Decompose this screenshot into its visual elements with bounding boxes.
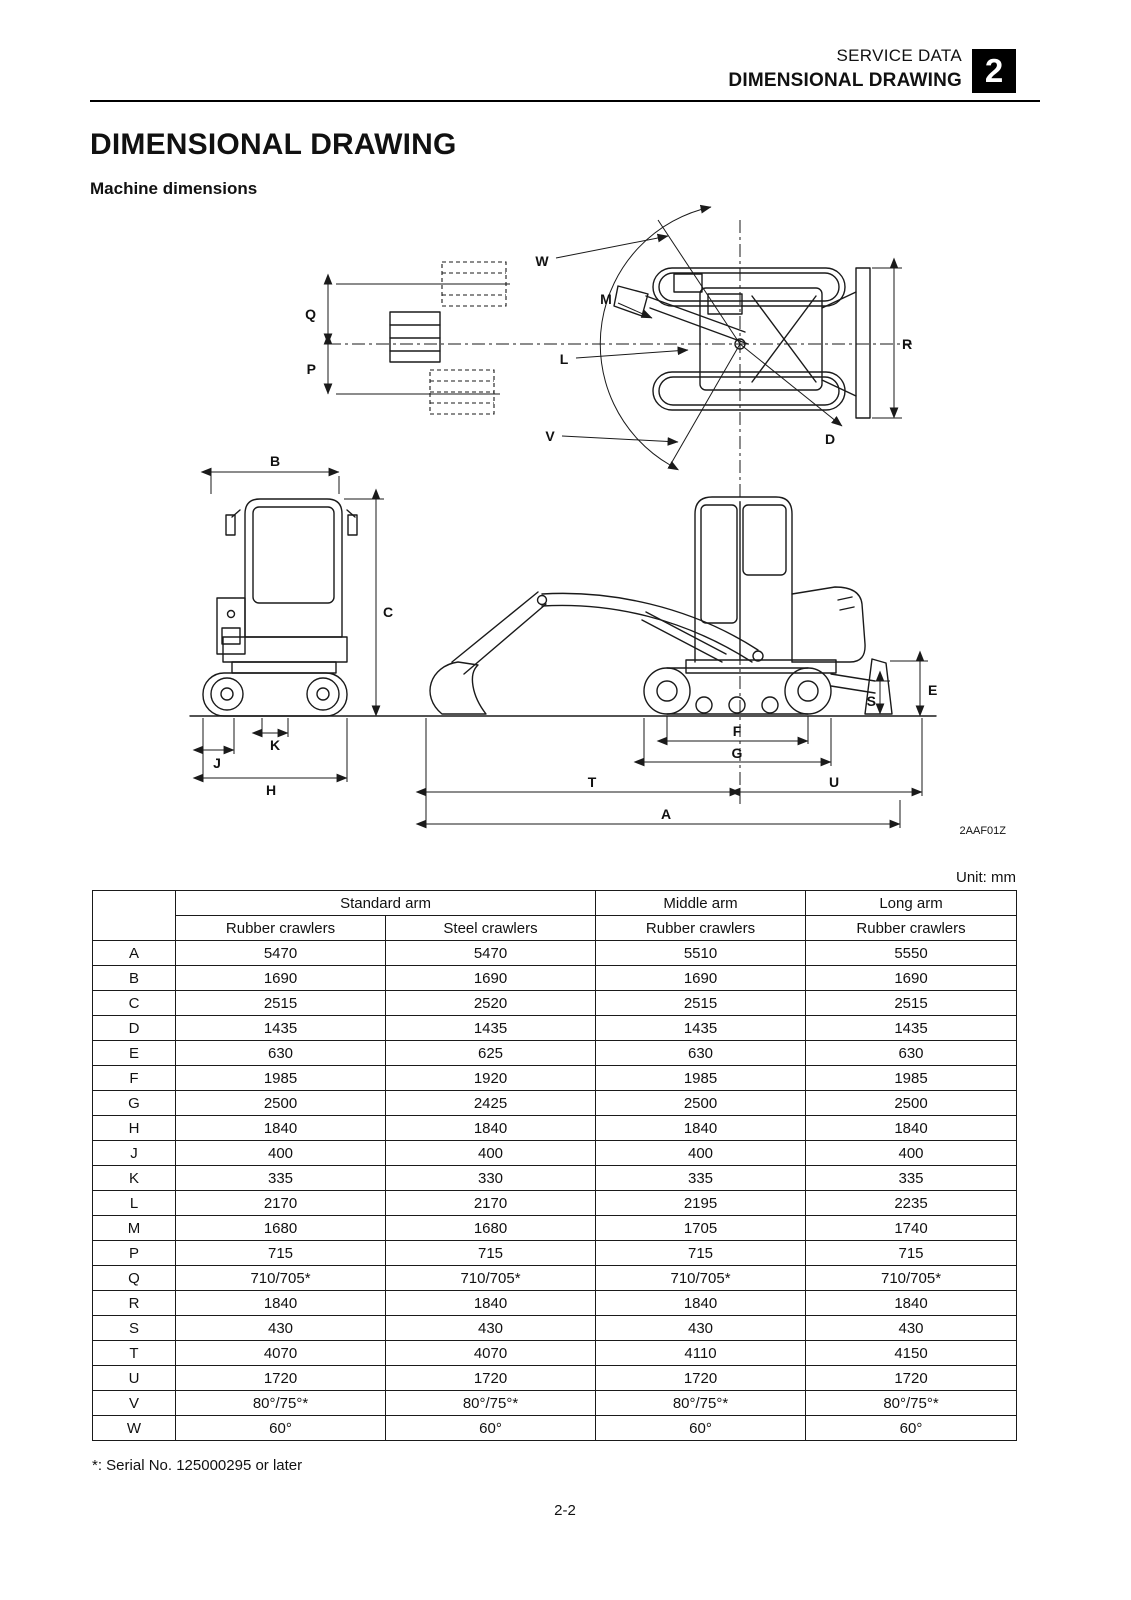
dimension-value: 1840 [386,1291,596,1316]
dimension-value: 335 [176,1166,386,1191]
dimension-key: K [93,1166,176,1191]
dim-label-v: V [545,428,555,444]
page-title: DIMENSIONAL DRAWING [90,128,457,161]
dimension-value: 4150 [806,1341,1017,1366]
dimension-value: 1840 [386,1116,596,1141]
dimension-value: 2515 [806,991,1017,1016]
dimension-labels [213,253,937,822]
dimension-key: H [93,1116,176,1141]
dim-label-p: P [306,361,316,377]
dimension-value: 1840 [176,1116,386,1141]
dimension-value: 1720 [176,1366,386,1391]
dim-label-m: M [600,291,612,307]
dimension-value: 2500 [176,1091,386,1116]
dimension-key: A [93,941,176,966]
dimension-row [93,1191,1017,1216]
dimension-key: V [93,1391,176,1416]
header-chapter-title: DIMENSIONAL DRAWING [728,70,962,91]
dimension-row [93,1116,1017,1141]
dimension-value: 5470 [176,941,386,966]
dim-label-a: A [660,806,672,822]
dimension-value: 1690 [176,966,386,991]
dimension-value: 1740 [806,1216,1017,1241]
front-view-drawing [203,499,357,716]
dim-label-f: F [732,723,742,739]
crawler-header: Steel crawlers [386,916,596,941]
header-section: SERVICE DATA [836,46,962,65]
dimension-value: 630 [176,1041,386,1066]
dimension-key: J [93,1141,176,1166]
dimension-key: S [93,1316,176,1341]
dimension-value: 1840 [806,1116,1017,1141]
dimension-row [93,1291,1017,1316]
dimension-value: 1840 [806,1291,1017,1316]
dimension-key: W [93,1416,176,1441]
side-view-drawing [430,497,892,714]
dimension-value: 1920 [386,1066,596,1091]
dimension-value: 1720 [386,1366,596,1391]
dimension-value: 1435 [806,1016,1017,1041]
dimension-value: 400 [386,1141,596,1166]
dimension-row [93,1216,1017,1241]
dimension-value: 1985 [176,1066,386,1091]
dimension-key: E [93,1041,176,1066]
dimension-value: 4070 [386,1341,596,1366]
dimension-value: 1690 [806,966,1017,991]
blank-header-cell [93,891,176,941]
dimension-value: 4110 [596,1341,806,1366]
dimension-row [93,1391,1017,1416]
dim-label-b: B [269,453,281,469]
dimension-key: G [93,1091,176,1116]
dimension-value: 5470 [386,941,596,966]
dimension-value: 5550 [806,941,1017,966]
dimension-row [93,1066,1017,1091]
dimension-value: 2500 [806,1091,1017,1116]
dimension-value: 60° [596,1416,806,1441]
dimension-row [93,1166,1017,1191]
machine-dimensions-figure [90,204,1040,869]
arm-header-long: Long arm [806,891,1017,916]
dimension-value: 1840 [596,1291,806,1316]
dimension-key: F [93,1066,176,1091]
dim-label-w: W [535,253,549,269]
dimension-value: 60° [386,1416,596,1441]
dimension-value: 2170 [386,1191,596,1216]
dimension-value: 80°/75°* [176,1391,386,1416]
dimension-value: 400 [596,1141,806,1166]
dimension-value: 1985 [596,1066,806,1091]
page-number: 2-2 [554,1502,576,1519]
dimension-value: 2170 [176,1191,386,1216]
header-rule [90,100,1040,102]
crawler-header-row [93,916,1017,941]
dimension-value: 400 [176,1141,386,1166]
dimension-row [93,1416,1017,1441]
header-text [728,46,962,93]
dimension-row [93,991,1017,1016]
crawler-header: Rubber crawlers [806,916,1017,941]
dimension-row [93,1241,1017,1266]
dimension-value: 430 [806,1316,1017,1341]
dimension-value: 1720 [806,1366,1017,1391]
section-subtitle: Machine dimensions [90,179,258,198]
dimension-row [93,941,1017,966]
dimension-key: R [93,1291,176,1316]
dim-label-g: G [731,745,743,761]
dimension-key: M [93,1216,176,1241]
dimension-value: 710/705* [176,1266,386,1291]
dimension-value: 80°/75°* [596,1391,806,1416]
dimension-value: 5510 [596,941,806,966]
dim-label-l: L [559,351,569,367]
footnote: *: Serial No. 125000295 or later [92,1457,303,1474]
chapter-number-badge: 2 [972,49,1016,93]
dimension-value: 335 [596,1166,806,1191]
dimension-value: 1435 [386,1016,596,1041]
dim-label-j: J [213,755,221,771]
dimension-value: 2195 [596,1191,806,1216]
dimension-value: 2235 [806,1191,1017,1216]
dim-label-s: S [866,693,876,709]
dimension-value: 1840 [596,1116,806,1141]
dim-label-d: D [824,431,836,447]
dimension-value: 1690 [596,966,806,991]
dimension-value: 330 [386,1166,596,1191]
arm-header-middle: Middle arm [596,891,806,916]
dimension-row [93,1316,1017,1341]
dimension-row [93,1091,1017,1116]
crawler-header: Rubber crawlers [176,916,386,941]
dimension-value: 60° [806,1416,1017,1441]
dimension-value: 80°/75°* [806,1391,1017,1416]
dimension-key: U [93,1366,176,1391]
dim-label-q: Q [305,306,316,322]
dimension-value: 630 [596,1041,806,1066]
figure-code: 2AAF01Z [959,825,1006,837]
dimension-value: 1985 [806,1066,1017,1091]
dimensions-table [92,890,1017,1441]
dimension-value: 1720 [596,1366,806,1391]
dimension-table-body [93,941,1017,1441]
dimension-value: 710/705* [386,1266,596,1291]
arm-header-standard: Standard arm [176,891,596,916]
crawler-header: Rubber crawlers [596,916,806,941]
bucket-swing-positions [430,262,506,414]
dimension-value: 4070 [176,1341,386,1366]
dimension-key: D [93,1016,176,1041]
dimension-value: 1680 [176,1216,386,1241]
dimension-value: 430 [596,1316,806,1341]
dim-label-t: T [587,774,597,790]
dimension-value: 1435 [176,1016,386,1041]
dimension-value: 715 [596,1241,806,1266]
dimensional-drawing-svg [90,204,1040,864]
dimension-value: 715 [386,1241,596,1266]
dim-label-r: R [902,336,913,352]
dim-label-k: K [269,737,281,753]
dimension-value: 2500 [596,1091,806,1116]
dimension-value: 630 [806,1041,1017,1066]
unit-label: Unit: mm [956,869,1016,886]
dimension-row [93,1266,1017,1291]
dimension-value: 1690 [386,966,596,991]
dimension-row [93,1366,1017,1391]
dimension-value: 430 [176,1316,386,1341]
top-view-drawing [614,268,870,418]
dimension-row [93,1041,1017,1066]
dimension-key: Q [93,1266,176,1291]
dimension-key: P [93,1241,176,1266]
dimension-value: 1705 [596,1216,806,1241]
offset-bucket [390,312,440,362]
dimension-value: 1680 [386,1216,596,1241]
dimension-value: 710/705* [596,1266,806,1291]
dimension-key: T [93,1341,176,1366]
dim-label-h: H [265,782,277,798]
dim-label-e: E [928,682,938,698]
dimension-value: 2520 [386,991,596,1016]
dimension-key: B [93,966,176,991]
dim-label-c: C [383,604,394,620]
dimension-value: 1435 [596,1016,806,1041]
dimension-row [93,966,1017,991]
dimension-value: 2425 [386,1091,596,1116]
dimension-row [93,1016,1017,1041]
side-view-dimensions [426,661,928,828]
dimension-value: 60° [176,1416,386,1441]
dimension-value: 400 [806,1141,1017,1166]
dimension-value: 715 [806,1241,1017,1266]
dimensions-table-section [92,869,1016,1474]
dimension-value: 2515 [176,991,386,1016]
dimension-value: 430 [386,1316,596,1341]
page-header [90,46,1040,93]
dimension-value: 625 [386,1041,596,1066]
dim-label-u: U [828,774,840,790]
dimension-value: 2515 [596,991,806,1016]
dimension-key: L [93,1191,176,1216]
dimension-value: 80°/75°* [386,1391,596,1416]
dimension-value: 710/705* [806,1266,1017,1291]
dimension-value: 715 [176,1241,386,1266]
dimension-row [93,1341,1017,1366]
dimension-key: C [93,991,176,1016]
dimension-row [93,1141,1017,1166]
dimension-value: 1840 [176,1291,386,1316]
arm-header-row [93,891,1017,916]
top-view-dimensions [328,236,902,442]
dimension-value: 335 [806,1166,1017,1191]
swing-angle-lines [600,207,740,465]
